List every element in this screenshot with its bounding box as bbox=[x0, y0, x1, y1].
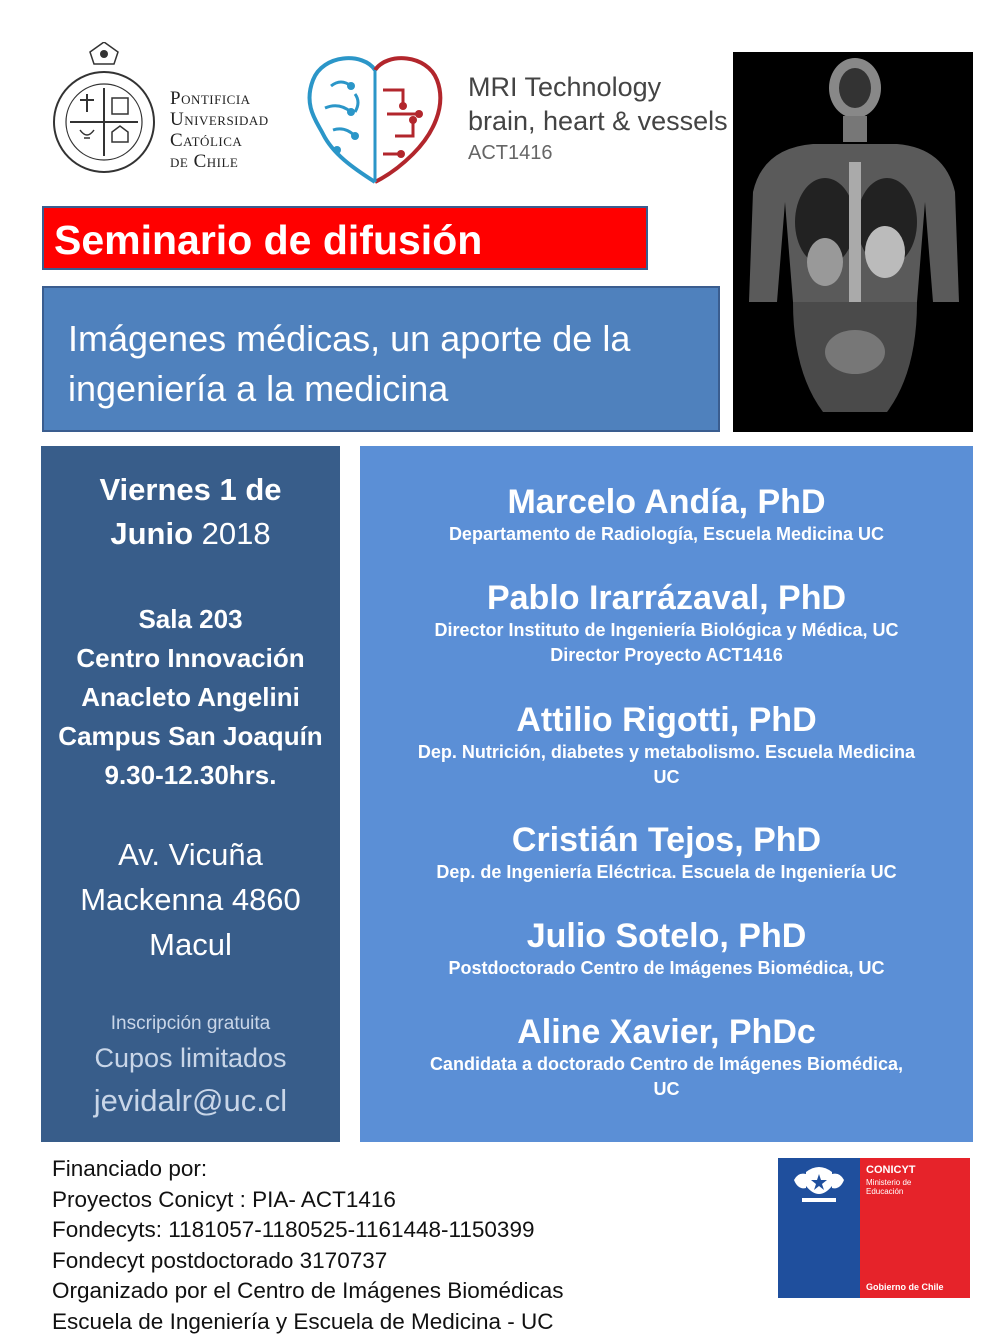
ministry-line: Educación bbox=[866, 1187, 904, 1196]
seminar-title: Seminario de difusión bbox=[54, 217, 483, 263]
registration-note: Inscripción gratuita bbox=[110, 1013, 271, 1034]
speaker-item bbox=[360, 820, 973, 885]
brain-heart-logo bbox=[303, 50, 448, 185]
speakers-panel bbox=[360, 446, 973, 1142]
puc-name-line: Pontificia bbox=[170, 88, 251, 109]
speaker-affiliation: Departamento de Radiología, Escuela Medicina UC bbox=[448, 524, 885, 544]
funding-line: Fondecyts: 1181057-1180525-1161448-1150399 bbox=[52, 1217, 535, 1242]
speaker-affiliation: Dep. de Ingeniería Eléctrica. Escuela de Ingeniería UC bbox=[436, 862, 897, 882]
funding-info bbox=[52, 1154, 564, 1337]
venue-line: Sala 203 bbox=[138, 604, 243, 634]
mri-subtitle: brain, heart & vessels bbox=[468, 106, 728, 136]
chile-coat-of-arms-icon bbox=[784, 1162, 854, 1206]
speaker-affiliation: UC bbox=[653, 767, 680, 787]
speaker-name: Julio Sotelo, PhD bbox=[526, 917, 807, 955]
venue-line: 9.30-12.30hrs. bbox=[104, 760, 277, 790]
conicyt-ministry bbox=[866, 1178, 911, 1196]
speaker-name: Pablo Irarrázaval, PhD bbox=[486, 579, 847, 617]
address-line: Macul bbox=[149, 927, 232, 962]
funding-line: Fondecyt postdoctorado 3170737 bbox=[52, 1247, 388, 1273]
venue-line: Centro Innovación bbox=[76, 643, 305, 673]
seminar-title-banner bbox=[42, 206, 648, 270]
conicyt-logo bbox=[778, 1158, 970, 1298]
event-venue bbox=[41, 600, 340, 795]
subtitle-box bbox=[42, 286, 720, 432]
mri-body-scan-image bbox=[733, 52, 973, 432]
speaker-name: Cristián Tejos, PhD bbox=[511, 821, 822, 859]
mri-technology-text bbox=[468, 70, 728, 168]
puc-seal-logo bbox=[50, 42, 158, 180]
funding-line: Escuela de Ingeniería y Escuela de Medicina - UC bbox=[52, 1308, 554, 1334]
seminar-subtitle: Imágenes médicas, un aporte de la ingeniería a la medicina bbox=[68, 318, 631, 409]
speaker-item bbox=[360, 1012, 973, 1102]
funding-line: Proyectos Conicyt : PIA- ACT1416 bbox=[52, 1186, 396, 1212]
speaker-name: Aline Xavier, PhDc bbox=[517, 1013, 816, 1051]
venue-line: Campus San Joaquín bbox=[58, 721, 323, 751]
limited-seats-note: Cupos limitados bbox=[94, 1043, 287, 1073]
speaker-item bbox=[360, 916, 973, 981]
date-day: Viernes 1 de bbox=[99, 472, 282, 507]
event-address bbox=[41, 832, 340, 967]
speaker-name: Marcelo Andía, PhD bbox=[507, 483, 826, 521]
address-line: Mackenna 4860 bbox=[80, 882, 301, 917]
contact-email[interactable]: jevidalr@uc.cl bbox=[93, 1083, 288, 1118]
speaker-affiliation: Dep. Nutrición, diabetes y metabolismo. Escuela Medicina bbox=[417, 742, 916, 762]
date-month: Junio bbox=[110, 516, 194, 551]
event-date bbox=[41, 468, 340, 556]
puc-name-line: Universidad bbox=[170, 109, 269, 130]
mri-title: MRI Technology bbox=[468, 72, 662, 102]
speaker-affiliation: Director Proyecto ACT1416 bbox=[550, 645, 783, 665]
speaker-name: Attilio Rigotti, PhD bbox=[516, 701, 817, 739]
funding-line: Financiado por: bbox=[52, 1156, 208, 1181]
conicyt-gov: Gobierno de Chile bbox=[866, 1282, 944, 1292]
puc-name-line: Católica bbox=[170, 130, 243, 151]
mri-code: ACT1416 bbox=[468, 142, 553, 164]
speaker-item bbox=[360, 578, 973, 668]
speaker-affiliation: UC bbox=[653, 1079, 680, 1099]
date-year: 2018 bbox=[201, 516, 271, 551]
puc-name-line: de Chile bbox=[170, 151, 239, 172]
conicyt-name: CONICYT bbox=[866, 1164, 916, 1176]
event-info-panel bbox=[41, 446, 340, 1142]
speaker-item bbox=[360, 700, 973, 790]
speaker-affiliation: Candidata a doctorado Centro de Imágenes Biomédica, bbox=[429, 1054, 904, 1074]
venue-line: Anacleto Angelini bbox=[81, 682, 300, 712]
speaker-affiliation: Director Instituto de Ingeniería Biológica y Médica, UC bbox=[434, 620, 899, 640]
speaker-item bbox=[360, 482, 973, 547]
address-line: Av. Vicuña bbox=[118, 837, 263, 872]
puc-name bbox=[170, 88, 269, 172]
funding-line: Organizado por el Centro de Imágenes Biomédicas bbox=[52, 1278, 564, 1303]
speaker-affiliation: Postdoctorado Centro de Imágenes Biomédica, UC bbox=[448, 958, 885, 978]
ministry-line: Ministerio de bbox=[866, 1178, 912, 1187]
